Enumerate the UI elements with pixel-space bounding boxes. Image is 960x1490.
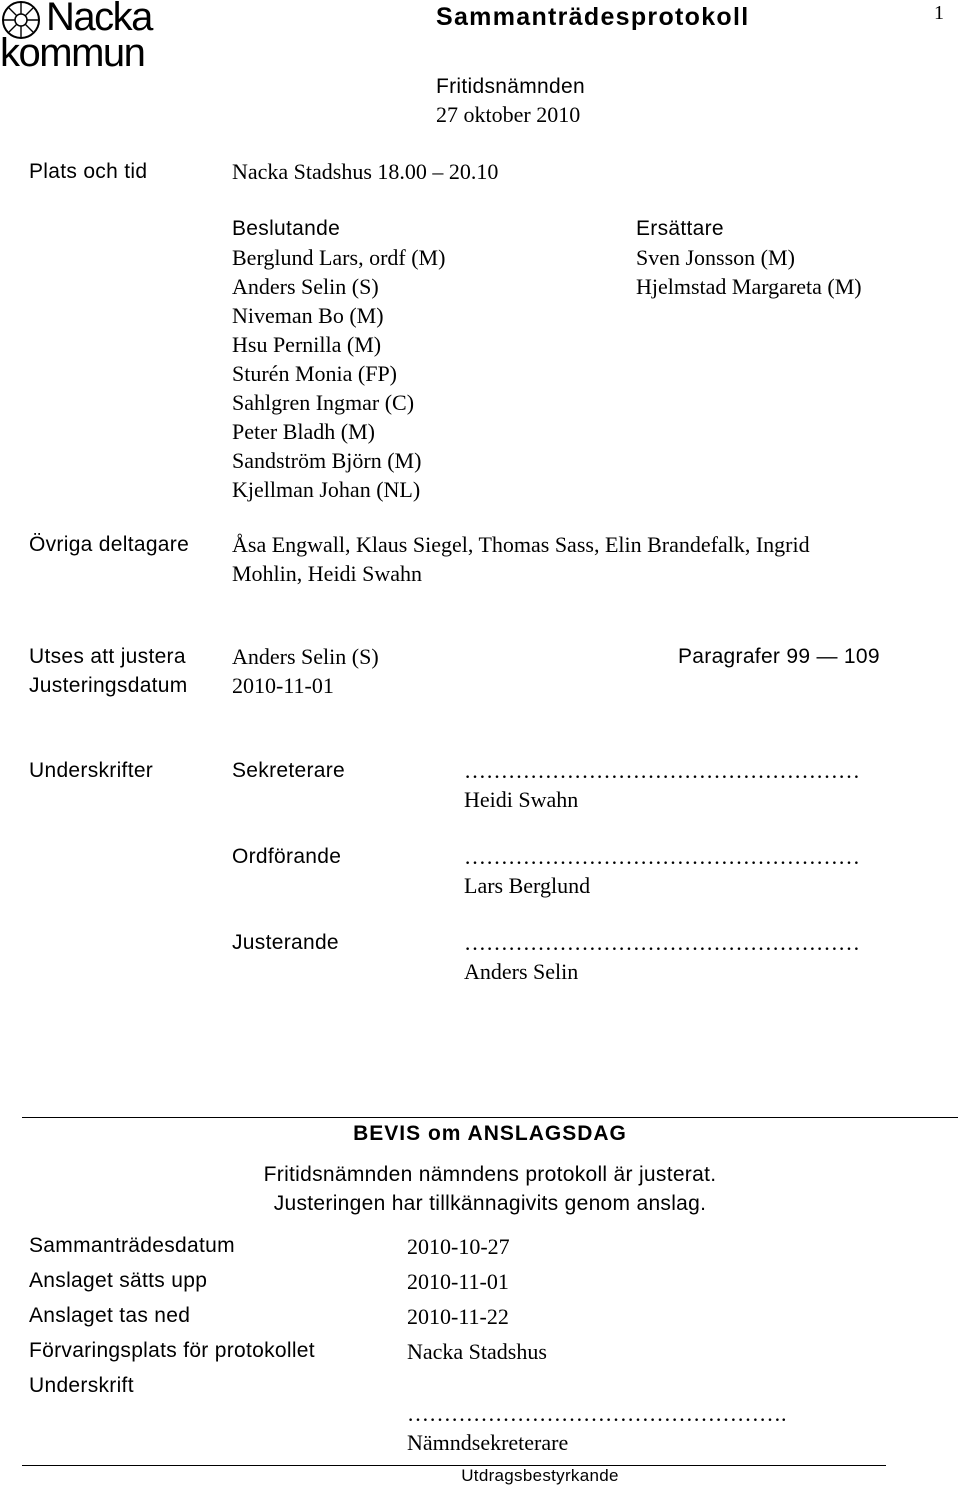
place-time-label: Plats och tid bbox=[29, 160, 148, 183]
bevis-statement bbox=[0, 1160, 960, 1218]
place-time-value: Nacka Stadshus 18.00 – 20.10 bbox=[232, 159, 499, 184]
other-participants-line: Mohlin, Heidi Swahn bbox=[232, 561, 423, 586]
signature-line: ……………………………………………… bbox=[464, 758, 860, 783]
committee-name: Fritidsnämnden bbox=[436, 75, 585, 98]
nämndsekreterare-role: Nämndsekreterare bbox=[407, 1430, 569, 1455]
other-participants-list bbox=[232, 530, 810, 588]
signatures-label: Underskrifter bbox=[29, 759, 154, 782]
bevis-line: Fritidsnämnden nämndens protokoll är justerat. bbox=[263, 1163, 717, 1186]
substitutes-block bbox=[636, 214, 862, 301]
member-item: Anders Selin (S) bbox=[232, 274, 379, 299]
bevis-row-value: Nacka Stadshus bbox=[407, 1339, 547, 1364]
member-item: Hsu Pernilla (M) bbox=[232, 332, 382, 357]
member-item: Sahlgren Ingmar (C) bbox=[232, 390, 415, 415]
meeting-date: 27 oktober 2010 bbox=[436, 102, 581, 127]
nämndsekreterare-signature-line: ……………………………………………. bbox=[407, 1401, 787, 1426]
member-item: Peter Bladh (M) bbox=[232, 419, 375, 444]
member-item: Sandström Björn (M) bbox=[232, 448, 422, 473]
paragraphs-label: Paragrafer 99 — 109 bbox=[678, 645, 880, 668]
logo-line2: kommun bbox=[0, 31, 145, 75]
bevis-line: Justeringen har tillkännagivits genom anslag. bbox=[273, 1192, 707, 1215]
signature-role: Justerande bbox=[232, 931, 339, 954]
bevis-title: BEVIS om ANSLAGSDAG bbox=[353, 1122, 627, 1145]
signature-name: Heidi Swahn bbox=[464, 787, 579, 812]
substitute-item: Hjelmstad Margareta (M) bbox=[636, 274, 862, 299]
appointed-adjuster-label: Utses att justera bbox=[29, 645, 186, 668]
bevis-row-value: 2010-11-22 bbox=[407, 1304, 509, 1329]
bevis-row-label: Förvaringsplats för protokollet bbox=[29, 1339, 315, 1362]
decision-makers-heading: Beslutande bbox=[232, 217, 341, 240]
other-participants-line: Åsa Engwall, Klaus Siegel, Thomas Sass, Elin Brandefalk, Ingrid bbox=[232, 532, 810, 557]
appointed-adjuster-value: Anders Selin (S) bbox=[232, 644, 379, 669]
footer-label: Utdragsbestyrkande bbox=[461, 1466, 619, 1485]
bevis-row-label: Anslaget tas ned bbox=[29, 1304, 191, 1327]
section-divider bbox=[22, 1117, 958, 1118]
bevis-row-value: 2010-10-27 bbox=[407, 1234, 510, 1259]
member-item: Kjellman Johan (NL) bbox=[232, 477, 421, 502]
document-title: Sammanträdesprotokoll bbox=[436, 3, 750, 31]
signature-name: Anders Selin bbox=[464, 959, 579, 984]
bevis-row-label: Sammanträdesdatum bbox=[29, 1234, 235, 1257]
other-participants-label: Övriga deltagare bbox=[29, 533, 190, 556]
signature-line: ……………………………………………… bbox=[464, 844, 860, 869]
member-item: Sturén Monia (FP) bbox=[232, 361, 397, 386]
substitute-item: Sven Jonsson (M) bbox=[636, 245, 795, 270]
signature-role: Ordförande bbox=[232, 845, 342, 868]
bevis-row-label: Anslaget sätts upp bbox=[29, 1269, 208, 1292]
bevis-row-label: Underskrift bbox=[29, 1374, 134, 1397]
member-item: Berglund Lars, ordf (M) bbox=[232, 245, 446, 270]
bevis-row-value: 2010-11-01 bbox=[407, 1269, 509, 1294]
adjustment-date-label: Justeringsdatum bbox=[29, 674, 188, 697]
signature-name: Lars Berglund bbox=[464, 873, 591, 898]
logo-line1: Nacka bbox=[46, 0, 152, 39]
nacka-kommun-logo bbox=[0, 0, 160, 75]
adjustment-date-value: 2010-11-01 bbox=[232, 673, 334, 698]
page-number: 1 bbox=[934, 2, 944, 24]
signature-line: ……………………………………………… bbox=[464, 930, 860, 955]
substitutes-heading: Ersättare bbox=[636, 217, 724, 240]
decision-makers-block bbox=[232, 214, 445, 504]
signature-role: Sekreterare bbox=[232, 759, 346, 782]
member-item: Niveman Bo (M) bbox=[232, 303, 384, 328]
